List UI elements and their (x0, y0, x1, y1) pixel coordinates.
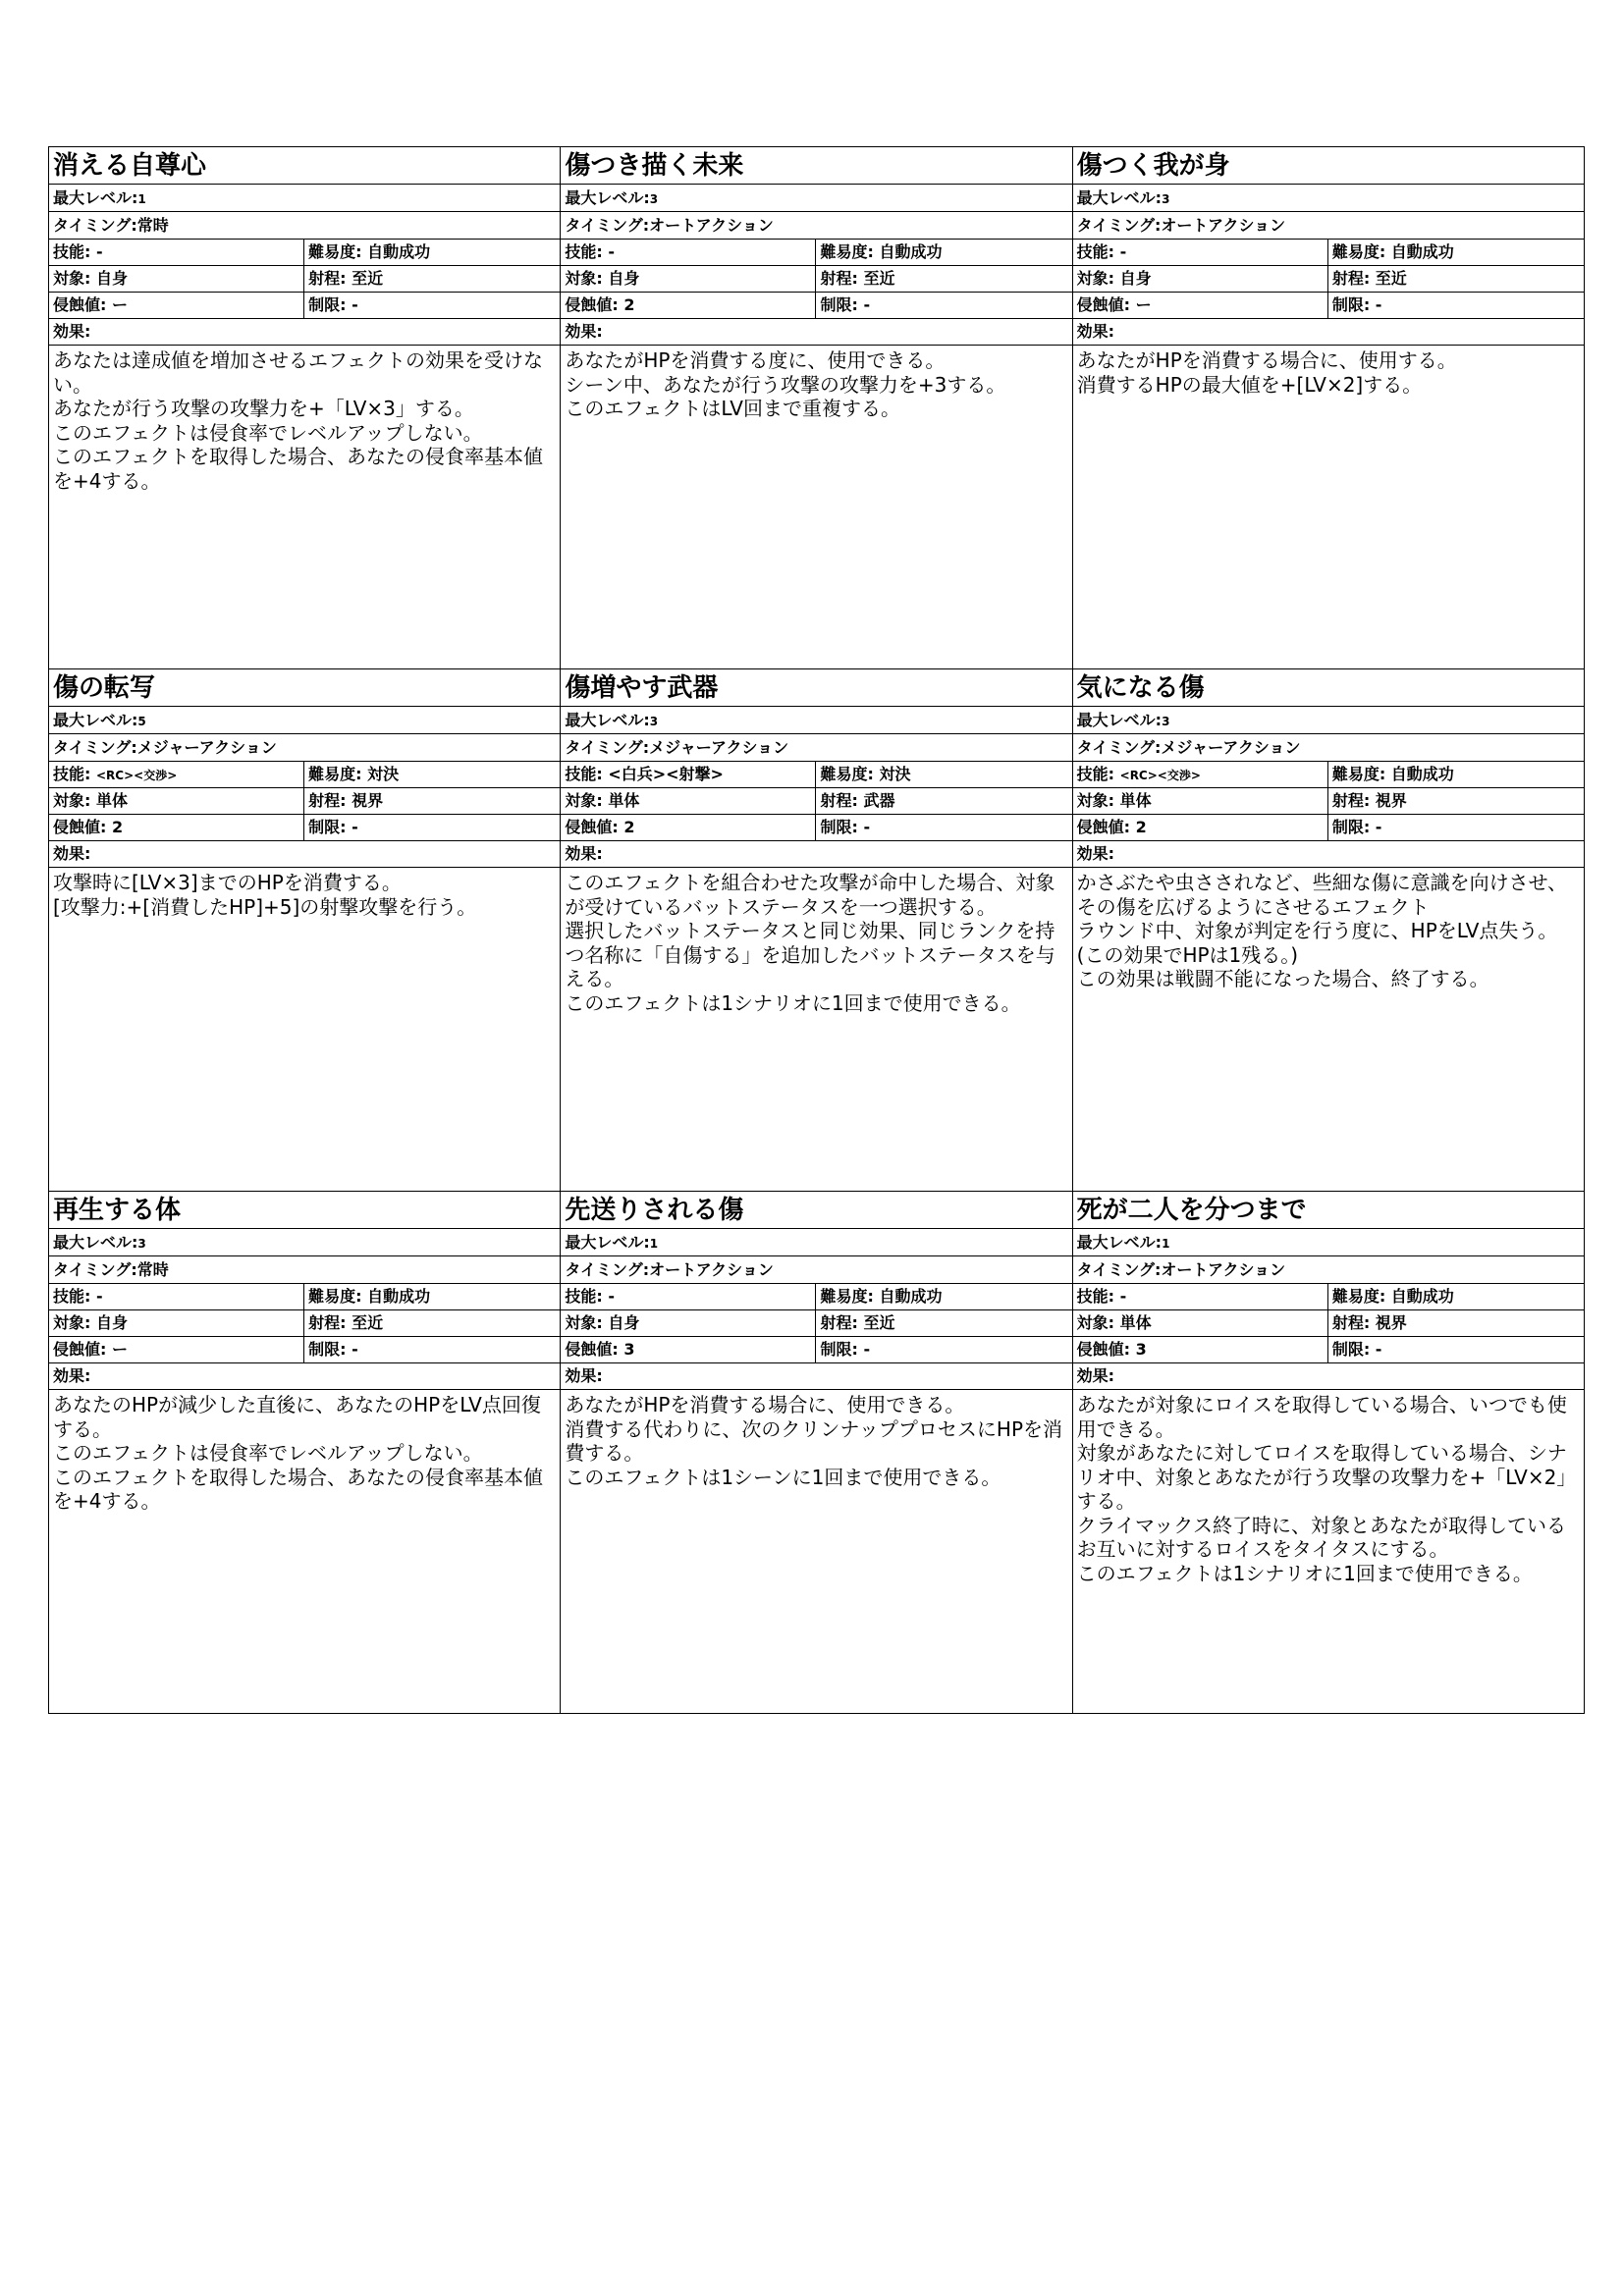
max-level (1073, 707, 1584, 734)
target-label: 対象: (1076, 791, 1115, 810)
difficulty-label: 難易度: (820, 765, 874, 783)
erosion (1073, 815, 1328, 840)
max-level-label: 最大レベル: (565, 188, 650, 207)
skill-label: 技能: (565, 1287, 603, 1306)
limit-label: 制限: (820, 1340, 858, 1359)
skill-difficulty-row (561, 762, 1071, 788)
limit (1328, 815, 1584, 840)
range-value: 至近 (1375, 269, 1407, 288)
limit-label: 制限: (1331, 1340, 1371, 1359)
effect-text: あなたは達成値を増加させるエフェクトの効果を受けない。 あなたが行う攻撃の攻撃力を+「LV×3」する。 このエフェクトは侵食率でレベルアップしない。 このエフェクトを取得した場合、あなたの侵食率基本値を+4する。 (53, 348, 543, 493)
max-level-value: 3 (649, 715, 659, 728)
erosion-label: 侵蝕値: (1076, 295, 1131, 314)
difficulty-value: 対決 (367, 765, 400, 783)
max-level-value: 3 (137, 1237, 146, 1251)
skill-label: 技能: (53, 765, 91, 783)
skill-difficulty-row (49, 1284, 560, 1310)
erosion-label: 侵蝕値: (1076, 1340, 1131, 1359)
timing-label: タイミング: (53, 1260, 137, 1279)
erosion-value: 3 (1135, 1340, 1147, 1359)
difficulty (1328, 240, 1584, 265)
range-value: 至近 (352, 1313, 384, 1332)
range-label: 射程: (820, 1313, 858, 1332)
range-label: 射程: (820, 791, 858, 810)
max-level-label: 最大レベル: (1076, 711, 1163, 729)
difficulty-label: 難易度: (820, 1287, 874, 1306)
difficulty-value: 自動成功 (1390, 1287, 1454, 1306)
limit-label: 制限: (820, 295, 858, 314)
effect-text: 攻撃時に[LV×3]までのHPを消費する。 [攻撃力:+[消費したHP]+5]の射撃攻撃を行う。 (53, 871, 477, 919)
skill (49, 240, 304, 265)
difficulty-label: 難易度: (1331, 242, 1386, 261)
erosion-label: 侵蝕値: (565, 1340, 619, 1359)
timing-value: オートアクション (1161, 1260, 1286, 1279)
range-label: 射程: (1331, 269, 1371, 288)
erosion (1073, 1337, 1328, 1362)
range (816, 788, 1071, 814)
timing-value: 常時 (136, 216, 169, 235)
skill-value: <RC><交渉> (95, 769, 178, 782)
max-level (561, 1229, 1071, 1256)
range-label: 射程: (308, 791, 347, 810)
max-level-value: 3 (649, 192, 659, 206)
timing-label: タイミング: (53, 738, 137, 757)
timing (49, 1256, 560, 1284)
range (1328, 1310, 1584, 1336)
erosion (561, 815, 816, 840)
difficulty-value: 対決 (879, 765, 911, 783)
limit (816, 815, 1071, 840)
erosion (1073, 293, 1328, 318)
skill-label: 技能: (565, 242, 603, 261)
effect-name: 死が二人を分つまで (1073, 1192, 1584, 1229)
timing-label: タイミング: (1076, 216, 1162, 235)
skill (1073, 240, 1328, 265)
limit-value: - (1375, 295, 1382, 314)
limit (816, 293, 1071, 318)
range-value: 至近 (352, 269, 384, 288)
range (304, 788, 560, 814)
erosion-limit-row (49, 293, 560, 319)
effect-name: 傷増やす武器 (561, 669, 1071, 707)
timing (1073, 1256, 1584, 1284)
effect-card-grid (48, 146, 1585, 1714)
effect-name: 消える自尊心 (49, 147, 560, 185)
erosion-value: ー (1135, 295, 1152, 314)
limit (1328, 1337, 1584, 1362)
timing (49, 212, 560, 240)
max-level (49, 1229, 560, 1256)
effect-label: 効果: (1073, 841, 1584, 868)
max-level (49, 185, 560, 212)
erosion-value: 2 (623, 295, 635, 314)
difficulty (1328, 762, 1584, 787)
range (816, 1310, 1071, 1336)
target-range-row (49, 788, 560, 815)
timing-label: タイミング: (565, 738, 650, 757)
timing (49, 734, 560, 762)
skill-value: <RC><交渉> (1119, 769, 1201, 782)
target-value: 自身 (1119, 269, 1152, 288)
target-range-row (561, 1310, 1071, 1337)
difficulty (816, 240, 1071, 265)
limit-label: 制限: (308, 295, 347, 314)
erosion-label: 侵蝕値: (53, 295, 107, 314)
range-label: 射程: (820, 269, 858, 288)
range-value: 至近 (863, 1313, 895, 1332)
timing (1073, 212, 1584, 240)
effect-text: かさぶたや虫さされなど、些細な傷に意識を向けさせ、その傷を広げるようにさせるエフェクト ラウンド中、対象が判定を行う度に、HPをLV点失う。(この効果でHPは1残る。) この効果は戦闘不能になった場合、終了する。 (1076, 871, 1568, 990)
target (561, 1310, 816, 1336)
timing-value: オートアクション (649, 1260, 774, 1279)
limit-label: 制限: (820, 818, 858, 836)
skill-label: 技能: (565, 765, 603, 783)
timing-value: メジャーアクション (1161, 738, 1301, 757)
range (304, 266, 560, 292)
skill-label: 技能: (1076, 242, 1115, 261)
effect-text: あなたが対象にロイスを取得している場合、いつでも使用できる。 対象があなたに対してロイスを取得している場合、シナリオ中、対象とあなたが行う攻撃の攻撃力を+「LV×2」する。 クライマックス終了時に、対象とあなたが取得しているお互いに対するロイスをタイタスにする。 このエフェクトは1シナリオに1回まで使用できる。 (1076, 1393, 1577, 1585)
erosion-limit-row (561, 293, 1071, 319)
effect-label: 効果: (1073, 1363, 1584, 1390)
effect-text: あなたがHPを消費する度に、使用できる。 シーン中、あなたが行う攻撃の攻撃力を+3する。 このエフェクトはLV回まで重複する。 (565, 348, 1006, 420)
skill-value: - (608, 242, 615, 261)
target-value: 自身 (608, 269, 640, 288)
timing-label: タイミング: (53, 216, 137, 235)
erosion-label: 侵蝕値: (565, 295, 619, 314)
limit (1328, 293, 1584, 318)
target-value: 単体 (1119, 1313, 1152, 1332)
max-level (561, 185, 1071, 212)
effect-card (561, 1192, 1072, 1714)
erosion-label: 侵蝕値: (53, 818, 107, 836)
target-label: 対象: (565, 791, 603, 810)
target-range-row (1073, 1310, 1584, 1337)
timing-value: オートアクション (1161, 216, 1286, 235)
effect-text: あなたのHPが減少した直後に、あなたのHPをLV点回復する。 このエフェクトは侵食率でレベルアップしない。 このエフェクトを取得した場合、あなたの侵食率基本値を+4する。 (53, 1393, 543, 1513)
effect-label: 効果: (1073, 319, 1584, 346)
erosion (49, 815, 304, 840)
skill (49, 1284, 304, 1309)
range (304, 1310, 560, 1336)
erosion-limit-row (49, 815, 560, 841)
max-level-label: 最大レベル: (1076, 188, 1163, 207)
erosion-value: ー (111, 295, 128, 314)
skill-difficulty-row (49, 762, 560, 788)
max-level-label: 最大レベル: (53, 1233, 138, 1252)
limit-value: - (352, 818, 358, 836)
range-value: 視界 (1375, 1313, 1407, 1332)
skill-difficulty-row (1073, 762, 1584, 788)
difficulty-label: 難易度: (1331, 1287, 1386, 1306)
target (1073, 788, 1328, 814)
max-level-label: 最大レベル: (565, 711, 650, 729)
effect-text: このエフェクトを組合わせた攻撃が命中した場合、対象が受けているバットステータスを一つ選択する。 選択したバットステータスと同じ効果、同じランクを持つ名称に「自傷する」を追加したバットステータスを与える。 このエフェクトは1シナリオに1回まで使用できる。 (565, 871, 1055, 1015)
effect-text: あなたがHPを消費する場合に、使用できる。 消費する代わりに、次のクリンナッププロセスにHPを消費する。 このエフェクトは1シーンに1回まで使用できる。 (565, 1393, 1063, 1489)
timing-label: タイミング: (565, 216, 650, 235)
target (561, 266, 816, 292)
timing-label: タイミング: (565, 1260, 650, 1279)
skill-value: - (1119, 1287, 1127, 1306)
max-level-label: 最大レベル: (1076, 1233, 1163, 1252)
target-range-row (561, 788, 1071, 815)
effect-name: 気になる傷 (1073, 669, 1584, 707)
skill-label: 技能: (1076, 1287, 1115, 1306)
skill-label: 技能: (1076, 765, 1115, 783)
effect-name: 傷つく我が身 (1073, 147, 1584, 185)
target-label: 対象: (53, 269, 91, 288)
target (561, 788, 816, 814)
max-level-value: 1 (649, 1237, 659, 1251)
timing-label: タイミング: (1076, 1260, 1162, 1279)
limit-label: 制限: (1331, 295, 1371, 314)
erosion-label: 侵蝕値: (53, 1340, 107, 1359)
effect-card (49, 669, 561, 1192)
range-value: 視界 (352, 791, 384, 810)
range-value: 視界 (1375, 791, 1407, 810)
effect-label: 効果: (561, 319, 1071, 346)
max-level (1073, 1229, 1584, 1256)
target (49, 1310, 304, 1336)
effect-name: 再生する体 (49, 1192, 560, 1229)
target (1073, 1310, 1328, 1336)
target-range-row (49, 1310, 560, 1337)
target-label: 対象: (53, 1313, 91, 1332)
difficulty-value: 自動成功 (367, 242, 431, 261)
skill (561, 762, 816, 787)
erosion-value: 2 (623, 818, 635, 836)
erosion-label: 侵蝕値: (565, 818, 619, 836)
limit (816, 1337, 1071, 1362)
difficulty-value: 自動成功 (1390, 242, 1454, 261)
limit-value: - (1375, 818, 1382, 836)
erosion-limit-row (561, 815, 1071, 841)
target-range-row (1073, 788, 1584, 815)
max-level (49, 707, 560, 734)
effect-card (49, 1192, 561, 1714)
timing (561, 212, 1071, 240)
limit-label: 制限: (308, 1340, 347, 1359)
limit (304, 1337, 560, 1362)
target-range-row (49, 266, 560, 293)
target-range-row (561, 266, 1071, 293)
effect-name: 傷つき描く未来 (561, 147, 1071, 185)
erosion-value: ー (111, 1340, 128, 1359)
erosion (561, 1337, 816, 1362)
difficulty (304, 762, 560, 787)
skill-value: - (95, 242, 103, 261)
effect-card (561, 669, 1072, 1192)
skill-difficulty-row (1073, 240, 1584, 266)
effect-label: 効果: (49, 1363, 560, 1390)
skill (49, 762, 304, 787)
skill (561, 240, 816, 265)
target-value: 単体 (95, 791, 128, 810)
skill-value: - (608, 1287, 615, 1306)
target (49, 788, 304, 814)
skill (1073, 762, 1328, 787)
effect-name: 傷の転写 (49, 669, 560, 707)
target-value: 単体 (1119, 791, 1152, 810)
difficulty (1328, 1284, 1584, 1309)
erosion-value: 2 (111, 818, 124, 836)
erosion-label: 侵蝕値: (1076, 818, 1131, 836)
limit-value: - (352, 1340, 358, 1359)
max-level (561, 707, 1071, 734)
skill-difficulty-row (561, 240, 1071, 266)
timing-label: タイミング: (1076, 738, 1162, 757)
difficulty-value: 自動成功 (367, 1287, 431, 1306)
effect-card (1073, 1192, 1585, 1714)
skill-difficulty-row (1073, 1284, 1584, 1310)
erosion (49, 1337, 304, 1362)
effect-card (561, 147, 1072, 669)
difficulty-label: 難易度: (308, 242, 362, 261)
target (1073, 266, 1328, 292)
target-value: 自身 (95, 269, 128, 288)
skill-value: <白兵><射撃> (608, 765, 724, 783)
difficulty-value: 自動成功 (879, 1287, 943, 1306)
difficulty (816, 1284, 1071, 1309)
erosion (49, 293, 304, 318)
timing (561, 734, 1071, 762)
target (49, 266, 304, 292)
effect-label: 効果: (49, 319, 560, 346)
skill-value: - (95, 1287, 103, 1306)
erosion (561, 293, 816, 318)
skill-difficulty-row (561, 1284, 1071, 1310)
limit-label: 制限: (1331, 818, 1371, 836)
effect-card (1073, 147, 1585, 669)
max-level-label: 最大レベル: (53, 188, 138, 207)
target-label: 対象: (53, 791, 91, 810)
difficulty (304, 240, 560, 265)
timing (561, 1256, 1071, 1284)
effect-label: 効果: (561, 841, 1071, 868)
difficulty-label: 難易度: (820, 242, 874, 261)
max-level-value: 1 (137, 192, 146, 206)
limit-label: 制限: (308, 818, 347, 836)
timing-value: メジャーアクション (649, 738, 789, 757)
timing-value: メジャーアクション (136, 738, 277, 757)
erosion-limit-row (1073, 293, 1584, 319)
difficulty (816, 762, 1071, 787)
skill (561, 1284, 816, 1309)
max-level-label: 最大レベル: (53, 711, 138, 729)
limit-value: - (352, 295, 358, 314)
target-value: 自身 (95, 1313, 128, 1332)
timing-value: 常時 (136, 1260, 169, 1279)
erosion-limit-row (1073, 815, 1584, 841)
effect-label: 効果: (561, 1363, 1071, 1390)
max-level-value: 3 (1162, 192, 1170, 206)
effect-name: 先送りされる傷 (561, 1192, 1071, 1229)
range-label: 射程: (308, 269, 347, 288)
skill-label: 技能: (53, 242, 91, 261)
range-value: 至近 (863, 269, 895, 288)
erosion-limit-row (49, 1337, 560, 1363)
target-range-row (1073, 266, 1584, 293)
effect-card (1073, 669, 1585, 1192)
timing (1073, 734, 1584, 762)
skill-label: 技能: (53, 1287, 91, 1306)
target-label: 対象: (1076, 269, 1115, 288)
target-value: 自身 (608, 1313, 640, 1332)
max-level-value: 1 (1162, 1237, 1170, 1251)
erosion-value: 2 (1135, 818, 1147, 836)
difficulty-value: 自動成功 (1390, 765, 1454, 783)
range-value: 武器 (863, 791, 895, 810)
limit-value: - (863, 295, 871, 314)
limit-value: - (863, 1340, 871, 1359)
limit-value: - (1375, 1340, 1382, 1359)
effect-label: 効果: (49, 841, 560, 868)
target-label: 対象: (1076, 1313, 1115, 1332)
erosion-value: 3 (623, 1340, 635, 1359)
target-label: 対象: (565, 1313, 603, 1332)
range (816, 266, 1071, 292)
skill-difficulty-row (49, 240, 560, 266)
max-level-value: 3 (1162, 715, 1170, 728)
difficulty-label: 難易度: (308, 765, 362, 783)
difficulty-value: 自動成功 (879, 242, 943, 261)
erosion-limit-row (1073, 1337, 1584, 1363)
difficulty-label: 難易度: (1331, 765, 1386, 783)
skill (1073, 1284, 1328, 1309)
difficulty-label: 難易度: (308, 1287, 362, 1306)
range (1328, 788, 1584, 814)
range-label: 射程: (1331, 1313, 1371, 1332)
limit (304, 293, 560, 318)
limit (304, 815, 560, 840)
skill-value: - (1119, 242, 1127, 261)
range (1328, 266, 1584, 292)
max-level-label: 最大レベル: (565, 1233, 650, 1252)
target-label: 対象: (565, 269, 603, 288)
max-level-value: 5 (137, 715, 146, 728)
limit-value: - (863, 818, 871, 836)
timing-value: オートアクション (649, 216, 774, 235)
range-label: 射程: (308, 1313, 347, 1332)
erosion-limit-row (561, 1337, 1071, 1363)
effect-text: あなたがHPを消費する場合に、使用する。 消費するHPの最大値を+[LV×2]する。 (1076, 348, 1457, 397)
max-level (1073, 185, 1584, 212)
range-label: 射程: (1331, 791, 1371, 810)
difficulty (304, 1284, 560, 1309)
target-value: 単体 (608, 791, 640, 810)
effect-card (49, 147, 561, 669)
